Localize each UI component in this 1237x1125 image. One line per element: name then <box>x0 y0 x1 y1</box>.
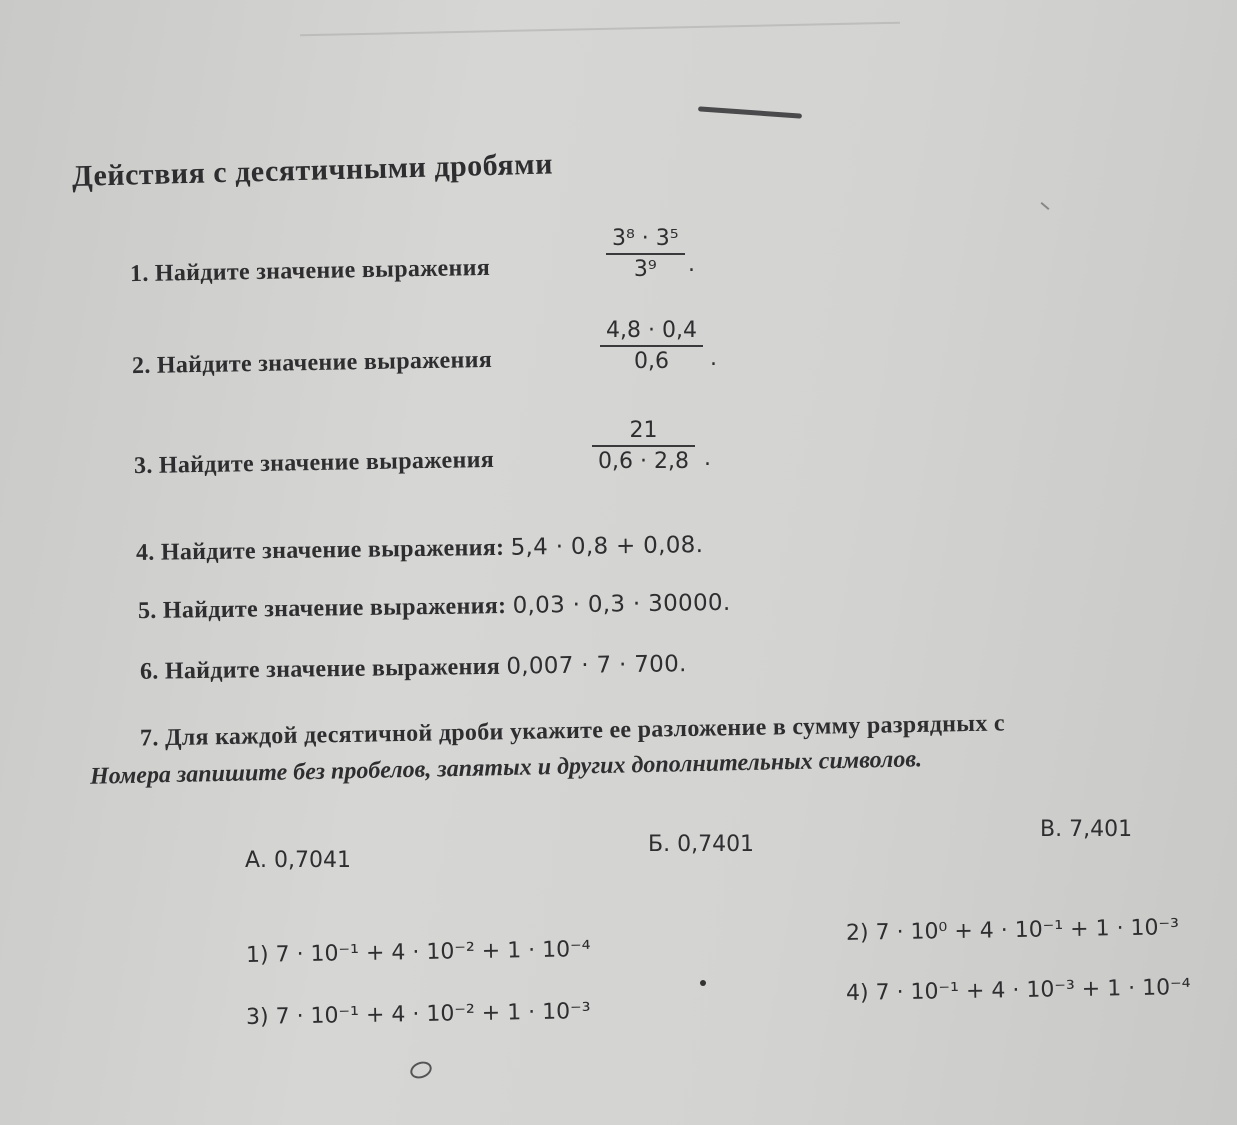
task-1-period: . <box>688 252 695 277</box>
option-c: В. 7,401 <box>1040 817 1133 842</box>
answer-2: 2) 7 · 10⁰ + 4 · 10⁻¹ + 1 · 10⁻³ <box>845 915 1180 946</box>
task-1-fraction <box>606 226 685 282</box>
task-3-period: . <box>704 446 711 471</box>
task-7-instruction: 7. Для каждой десятичной дроби укажите ее разложение в сумму разрядных с <box>139 710 1006 752</box>
task-3-label: 3. Найдите значение выражения <box>133 446 495 480</box>
task-4-expression: 5,4 · 0,8 + 0,08. <box>510 532 704 561</box>
answer-4: 4) 7 · 10⁻¹ + 4 · 10⁻³ + 1 · 10⁻⁴ <box>845 974 1191 1007</box>
option-a: А. 0,7041 <box>245 848 352 873</box>
task-6 <box>140 651 687 686</box>
task-7-note: Номера запишите без пробелов, запятых и других дополнительных символов. <box>89 746 923 790</box>
pencil-tick <box>1041 202 1050 210</box>
pen-scribble <box>408 1059 434 1082</box>
ink-speck <box>700 980 706 986</box>
paper-crease <box>300 22 900 37</box>
pen-mark <box>698 106 802 118</box>
task-3-numerator: 21 <box>629 418 658 443</box>
task-5-expression: 0,03 · 0,3 · 30000. <box>512 589 731 619</box>
task-4-label: 4. Найдите значение выражения: <box>135 534 505 566</box>
task-6-expression: 0,007 · 7 · 700. <box>506 651 687 680</box>
task-1-denominator: 3⁹ <box>633 257 657 282</box>
task-2-denominator: 0,6 <box>633 349 669 374</box>
task-2-label: 2. Найдите значение выражения <box>131 346 493 380</box>
task-1-label: 1. Найдите значение выражения <box>129 254 491 288</box>
worksheet-title: Действия с десятичными дробями <box>71 147 554 193</box>
task-3-fraction <box>592 418 695 474</box>
task-2-period: . <box>710 346 717 371</box>
task-5 <box>138 590 731 625</box>
task-1-numerator: 3⁸ · 3⁵ <box>612 226 679 251</box>
task-5-label: 5. Найдите значение выражения: <box>137 592 507 625</box>
task-2-fraction <box>600 318 703 374</box>
answer-1: 1) 7 · 10⁻¹ + 4 · 10⁻² + 1 · 10⁻⁴ <box>245 936 591 969</box>
task-6-label: 6. Найдите значение выражения <box>139 653 501 685</box>
answer-3: 3) 7 · 10⁻¹ + 4 · 10⁻² + 1 · 10⁻³ <box>245 998 591 1031</box>
task-3-denominator: 0,6 · 2,8 <box>598 449 689 474</box>
task-2-numerator: 4,8 · 0,4 <box>606 318 697 343</box>
task-4 <box>136 532 704 567</box>
option-b: Б. 0,7401 <box>648 832 755 857</box>
